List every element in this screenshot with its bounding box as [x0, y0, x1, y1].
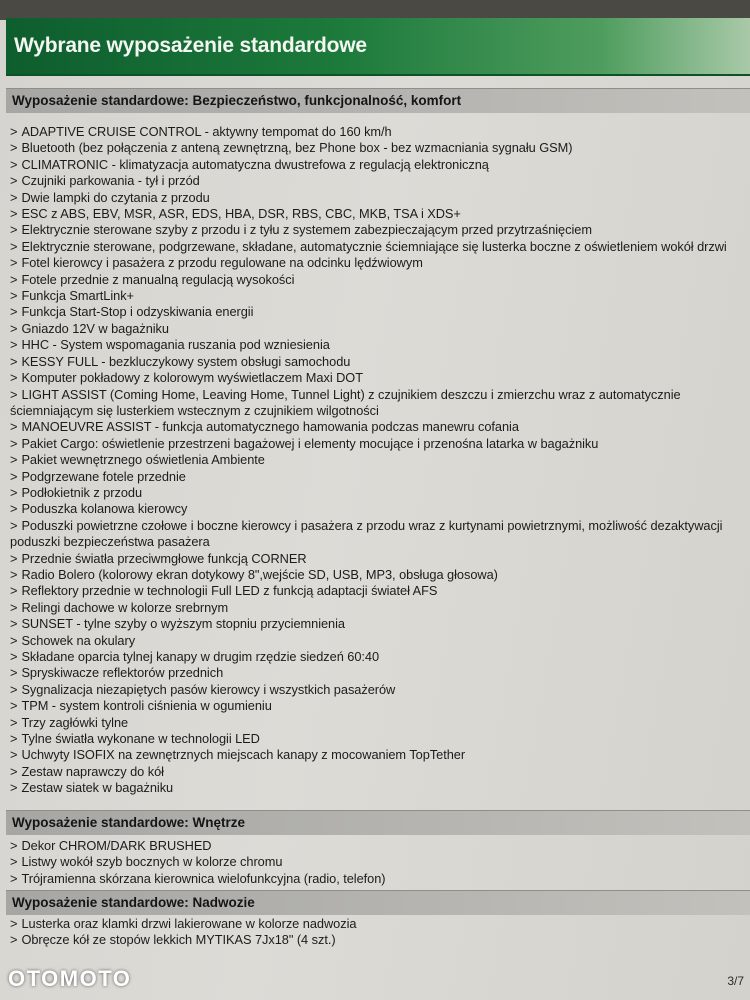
list-item-text: KESSY FULL - bezkluczykowy system obsługi samochodu	[21, 353, 351, 369]
bullet-arrow: >	[10, 501, 18, 517]
bullet-arrow: >	[10, 419, 18, 435]
bullet-arrow: >	[10, 156, 18, 172]
bullet-arrow: >	[10, 140, 18, 156]
bullet-arrow: >	[10, 304, 18, 320]
list-item-text: Reflektory przednie w technologii Full LED z funkcją adaptacji świateł AFS	[21, 583, 438, 599]
list-item	[10, 255, 742, 271]
list-item	[10, 206, 742, 222]
list-item	[10, 190, 742, 206]
list-item	[10, 304, 742, 320]
list-item-text: Gniazdo 12V w bagażniku	[21, 320, 169, 336]
list-item	[10, 682, 742, 698]
bullet-arrow: >	[10, 386, 18, 402]
bullet-arrow: >	[10, 189, 18, 205]
bullet-arrow: >	[10, 124, 18, 139]
list-item-text: Podłokietnik z przodu	[21, 484, 143, 500]
bullet-arrow: >	[10, 353, 18, 369]
bullet-arrow: >	[10, 271, 18, 287]
list-item-text: Podgrzewane fotele przednie	[21, 468, 186, 484]
bullet-arrow: >	[10, 370, 18, 386]
bullet-arrow: >	[10, 681, 18, 697]
bullet-arrow: >	[10, 763, 18, 779]
list-item	[10, 932, 742, 948]
list-item	[10, 157, 742, 173]
list-item-text: Zestaw naprawczy do kół	[21, 763, 164, 779]
list-item-text: ADAPTIVE CRUISE CONTROL - aktywny tempomat do 160 km/h	[21, 124, 392, 139]
list-item-text: Elektrycznie sterowane szyby z przodu i z tyłu z systemem zabezpieczającym przed przytrzaśnięciem	[21, 222, 592, 238]
list-item	[10, 715, 742, 731]
list-item-text: Czujniki parkowania - tył i przód	[21, 173, 200, 189]
list-item-text: Pakiet Cargo: oświetlenie przestrzeni bagażowej i elementy mocujące i przenośna latarka w bagażniku	[21, 435, 599, 451]
bullet-arrow: >	[10, 435, 18, 451]
list-item-text: Zestaw siatek w bagażniku	[21, 780, 174, 796]
list-item	[10, 469, 742, 485]
list-item	[10, 173, 742, 189]
list-item	[10, 222, 742, 238]
bullet-arrow: >	[10, 320, 18, 336]
page-title: Wybrane wyposażenie standardowe	[14, 34, 367, 57]
list-item	[10, 337, 742, 353]
bullet-arrow: >	[10, 649, 18, 664]
section-list-safety	[10, 124, 742, 797]
list-item-text: Przednie światła przeciwmgłowe funkcją CORNER	[21, 550, 307, 566]
list-item	[10, 567, 742, 583]
watermark-logo: OTOMOTO	[8, 966, 132, 991]
bullet-arrow: >	[10, 665, 18, 681]
list-item	[10, 518, 742, 551]
list-item-text: SUNSET - tylne szyby o wyższym stopniu przyciemnienia	[21, 616, 345, 632]
list-item	[10, 354, 742, 370]
list-item-text: Komputer pokładowy z kolorowym wyświetlaczem Maxi DOT	[21, 370, 363, 386]
list-item	[10, 321, 742, 337]
list-item-text: Radio Bolero (kolorowy ekran dotykowy 8",wejście SD, USB, MP3, obsługa głosowa)	[21, 566, 498, 582]
bullet-arrow: >	[10, 255, 18, 271]
bullet-arrow: >	[10, 452, 18, 468]
list-item-text: Obręcze kół ze stopów lekkich MYTIKAS 7Jx18" (4 szt.)	[21, 932, 336, 948]
list-item-text: Tylne światła wykonane w technologii LED	[21, 731, 260, 747]
list-item-text: MANOEUVRE ASSIST - funkcja automatycznego hamowania podczas manewru cofania	[21, 419, 519, 435]
list-item	[10, 387, 742, 420]
list-item-text: Funkcja Start-Stop i odzyskiwania energii	[21, 304, 254, 320]
bullet-arrow: >	[10, 566, 18, 582]
list-item	[10, 916, 742, 932]
list-item	[10, 436, 742, 452]
list-item-text: Pakiet wewnętrznego oświetlenia Ambiente	[21, 452, 265, 468]
bullet-arrow: >	[10, 288, 18, 304]
list-item-text: TPM - system kontroli ciśnienia w ogumieniu	[21, 698, 272, 714]
list-item-text: Uchwyty ISOFIX na zewnętrznych miejscach kanapy z mocowaniem TopTether	[21, 747, 466, 763]
bullet-arrow: >	[10, 550, 18, 566]
list-item	[10, 452, 742, 468]
list-item	[10, 747, 742, 763]
list-item-text: HHC - System wspomagania ruszania pod wzniesienia	[21, 337, 330, 353]
section-list-body	[10, 916, 742, 949]
list-item	[10, 239, 742, 255]
list-item	[10, 600, 742, 616]
list-item-text: Relingi dachowe w kolorze srebrnym	[21, 599, 229, 615]
list-item	[10, 854, 742, 870]
list-item	[10, 288, 742, 304]
list-item	[10, 140, 742, 156]
section-list-interior	[10, 838, 742, 887]
page-title-banner	[6, 18, 750, 76]
list-item-text: Fotele przednie z manualną regulacją wysokości	[21, 271, 295, 287]
bullet-arrow: >	[10, 870, 18, 886]
list-item-text: Funkcja SmartLink+	[21, 288, 134, 304]
list-item-text: Trójramienna skórzana kierownica wielofunkcyjna (radio, telefon)	[21, 870, 386, 886]
bullet-arrow: >	[10, 238, 18, 254]
bullet-arrow: >	[10, 747, 18, 763]
list-item	[10, 124, 742, 140]
section-header-interior	[6, 810, 750, 835]
list-item-text: Fotel kierowcy i pasażera z przodu regulowane na odcinku lędźwiowym	[21, 255, 423, 271]
page-number: 3/7	[727, 974, 744, 988]
bullet-arrow: >	[10, 838, 18, 853]
list-item	[10, 780, 742, 796]
list-item	[10, 616, 742, 632]
list-item	[10, 485, 742, 501]
list-item-text: LIGHT ASSIST (Coming Home, Leaving Home, Tunnel Light) z czujnikiem deszczu i zmierzchu wraz z automatycznie ściemniającym się lusterkiem wstecznym z czujnikiem wilgotności	[10, 386, 681, 418]
bullet-arrow: >	[10, 337, 18, 353]
list-item	[10, 871, 742, 887]
list-item	[10, 649, 742, 665]
bullet-arrow: >	[10, 616, 18, 632]
bullet-arrow: >	[10, 468, 18, 484]
list-item-text: Spryskiwacze reflektorów przednich	[21, 665, 224, 681]
bullet-arrow: >	[10, 916, 18, 931]
list-item-text: Lusterka oraz klamki drzwi lakierowane w kolorze nadwozia	[21, 916, 357, 931]
section-heading: Wyposażenie standardowe: Bezpieczeństwo, funkcjonalność, komfort	[12, 93, 462, 108]
list-item-text: Listwy wokół szyb bocznych w kolorze chromu	[21, 854, 283, 870]
list-item	[10, 698, 742, 714]
list-item-text: Trzy zagłówki tylne	[21, 714, 129, 730]
bullet-arrow: >	[10, 206, 18, 222]
bullet-arrow: >	[10, 484, 18, 500]
list-item-text: Bluetooth (bez połączenia z anteną zewnętrzną, bez Phone box - bez wzmacniania sygnału GSM)	[21, 140, 573, 156]
list-item	[10, 633, 742, 649]
list-item	[10, 501, 742, 517]
section-header-body	[6, 890, 750, 915]
bullet-arrow: >	[10, 698, 18, 714]
bullet-arrow: >	[10, 583, 18, 599]
list-item	[10, 551, 742, 567]
list-item-text: CLIMATRONIC - klimatyzacja automatyczna dwustrefowa z regulacją elektroniczną	[21, 156, 489, 172]
list-item	[10, 665, 742, 681]
bullet-arrow: >	[10, 731, 18, 747]
list-item	[10, 272, 742, 288]
list-item	[10, 370, 742, 386]
list-item	[10, 583, 742, 599]
bullet-arrow: >	[10, 632, 18, 648]
list-item-text: Poduszki powietrzne czołowe i boczne kierowcy i pasażera z przodu wraz z kurtynami powietrznymi, możliwość dezaktywacji poduszki bezpieczeństwa pasażera	[10, 517, 723, 550]
bullet-arrow: >	[10, 714, 18, 730]
list-item	[10, 731, 742, 747]
bullet-arrow: >	[10, 517, 18, 533]
list-item-text: Sygnalizacja niezapiętych pasów kierowcy i wszystkich pasażerów	[21, 681, 396, 697]
list-item-text: Poduszka kolanowa kierowcy	[21, 501, 188, 517]
bullet-arrow: >	[10, 854, 18, 870]
list-item-text: Dekor CHROM/DARK BRUSHED	[21, 838, 212, 853]
list-item-text: Schowek na okulary	[21, 632, 136, 648]
list-item-text: Dwie lampki do czytania z przodu	[21, 189, 210, 205]
bullet-arrow: >	[10, 780, 18, 796]
bullet-arrow: >	[10, 932, 18, 948]
list-item-text: Składane oparcia tylnej kanapy w drugim rzędzie siedzeń 60:40	[21, 649, 380, 664]
section-heading: Wyposażenie standardowe: Wnętrze	[12, 815, 246, 830]
section-heading: Wyposażenie standardowe: Nadwozie	[12, 895, 255, 910]
list-item	[10, 764, 742, 780]
list-item-text: ESC z ABS, EBV, MSR, ASR, EDS, HBA, DSR, RBS, CBC, MKB, TSA i XDS+	[21, 206, 461, 222]
bullet-arrow: >	[10, 222, 18, 238]
list-item	[10, 838, 742, 854]
list-item	[10, 419, 742, 435]
section-header-safety	[6, 88, 750, 113]
bullet-arrow: >	[10, 173, 18, 189]
bullet-arrow: >	[10, 599, 18, 615]
list-item-text: Elektrycznie sterowane, podgrzewane, składane, automatycznie ściemniające się lusterka boczne z oświetleniem wokół drzwi	[21, 238, 727, 254]
